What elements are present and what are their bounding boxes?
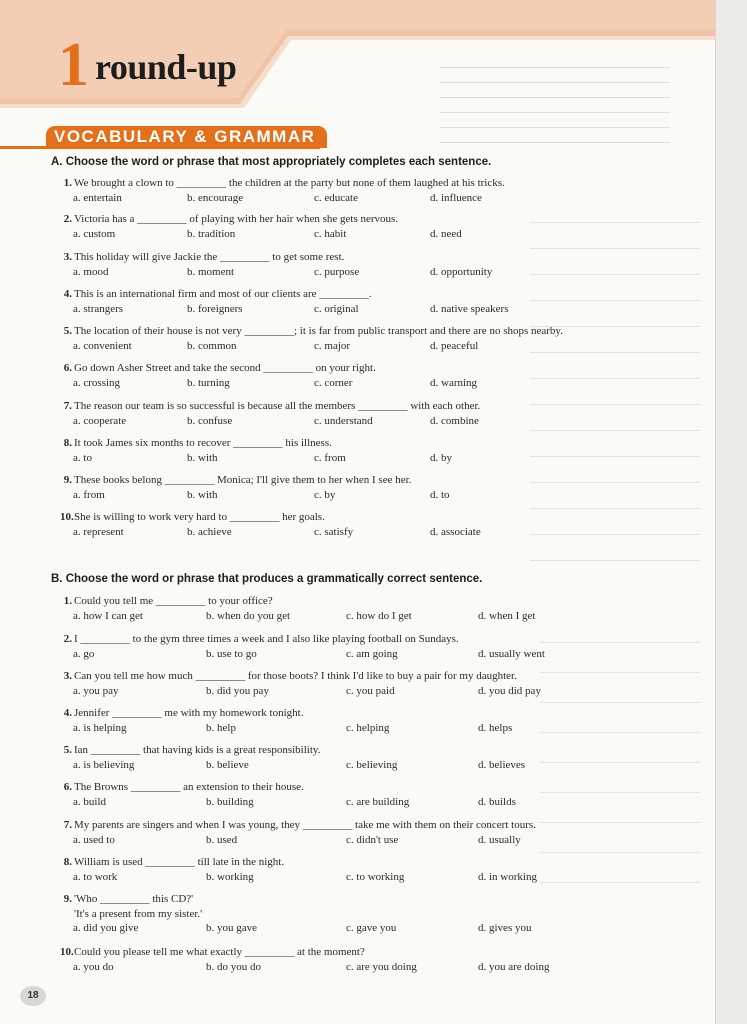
question-6 (60, 780, 700, 810)
question-stem (60, 892, 700, 907)
option-b[interactable]: b. working (206, 870, 254, 883)
question-7 (60, 399, 700, 429)
option-b[interactable]: b. moment (187, 265, 235, 278)
question-stem (60, 399, 700, 414)
question-number: 2. (63, 633, 72, 645)
question-5 (60, 324, 700, 354)
option-c[interactable]: c. are you doing (346, 960, 417, 973)
option-b[interactable]: b. confuse (187, 414, 233, 427)
question-number: 3. (63, 251, 72, 263)
option-d[interactable]: d. you are doing (478, 960, 550, 973)
question-text: The reason our team is so successful is because all the members _________ with each other. (74, 400, 481, 412)
answer-options (60, 609, 700, 624)
option-a[interactable]: a. entertain (73, 191, 122, 204)
option-a[interactable]: a. custom (73, 227, 116, 240)
option-a[interactable]: a. cooperate (73, 414, 127, 427)
option-a[interactable]: a. used to (73, 833, 115, 846)
option-d[interactable]: d. opportunity (430, 265, 493, 278)
option-a[interactable]: a. did you give (73, 922, 139, 934)
option-b[interactable]: b. when do you get (206, 609, 291, 622)
answer-options (60, 265, 700, 280)
answer-options (60, 833, 700, 848)
answer-options (60, 721, 700, 736)
question-2 (60, 632, 700, 662)
option-a[interactable]: a. represent (73, 525, 124, 538)
question-5 (60, 743, 700, 773)
option-d[interactable]: d. to (430, 488, 450, 501)
question-stem (60, 473, 700, 488)
question-stem (60, 743, 700, 758)
option-b[interactable]: b. you gave (206, 922, 258, 934)
question-text: These books belong _________ Monica; I'll give them to her when I see her. (74, 474, 412, 486)
answer-options (60, 758, 700, 773)
option-a[interactable]: a. you pay (73, 684, 119, 697)
option-c[interactable]: c. habit (314, 227, 347, 240)
option-a[interactable]: a. from (73, 488, 105, 501)
option-c[interactable]: c. believing (346, 758, 398, 771)
question-7 (60, 818, 700, 848)
answer-options (60, 488, 700, 503)
question-number: 10. (60, 511, 74, 523)
question-8 (60, 436, 700, 466)
answer-options (60, 376, 700, 391)
option-c[interactable]: c. to working (346, 870, 405, 883)
question-stem (60, 594, 700, 609)
option-c[interactable]: c. gave you (346, 922, 397, 934)
option-c[interactable]: c. understand (314, 414, 373, 427)
question-stem (60, 287, 700, 302)
option-d[interactable]: d. usually went (478, 647, 545, 660)
question-text: Could you tell me _________ to your office? (74, 595, 273, 607)
question-stem (60, 212, 700, 227)
option-a[interactable]: a. go (73, 647, 95, 660)
option-c[interactable]: c. didn't use (346, 833, 399, 846)
option-d[interactable]: d. believes (478, 758, 526, 771)
option-c[interactable]: c. by (314, 488, 336, 501)
page-number: 18 (20, 986, 46, 1006)
option-c[interactable]: c. from (314, 451, 346, 464)
section-title: VOCABULARY & GRAMMAR (46, 126, 327, 148)
option-b[interactable]: b. do you do (206, 960, 261, 973)
answer-options (60, 921, 700, 936)
answer-options (60, 870, 700, 885)
question-text: Victoria has a _________ of playing with her hair when she gets nervous. (74, 213, 399, 225)
answer-options (60, 339, 700, 354)
option-c[interactable]: c. major (314, 339, 351, 352)
question-10 (60, 945, 700, 975)
option-d[interactable]: d. usually (478, 833, 521, 846)
question-number: 6. (63, 781, 72, 793)
question-text: My parents are singers and when I was young, they _________ take me with them on their concert tours. (74, 819, 536, 831)
question-number: 7. (63, 400, 72, 412)
unit-title-text: round-up (95, 47, 237, 87)
option-b[interactable]: b. did you pay (206, 684, 269, 697)
option-c[interactable]: c. helping (346, 721, 390, 734)
option-c[interactable]: c. purpose (314, 265, 360, 278)
part-b-instruction: B. Choose the word or phrase that produces a grammatically correct sentence. (51, 573, 483, 585)
question-stem (60, 855, 700, 870)
option-c[interactable]: c. am going (346, 647, 398, 660)
answer-options (60, 525, 700, 540)
question-text: Could you please tell me what exactly _________ at the moment? (74, 946, 365, 958)
question-1 (60, 594, 700, 624)
question-number: 7. (63, 819, 72, 831)
question-stem (60, 632, 700, 647)
question-number: 9. (63, 474, 72, 486)
question-1 (60, 176, 700, 206)
answer-options (60, 647, 700, 662)
option-d[interactable]: d. influence (430, 191, 482, 204)
question-stem (60, 818, 700, 833)
question-text: The Browns _________ an extension to their house. (74, 781, 304, 793)
option-c[interactable]: c. original (314, 302, 359, 315)
option-a[interactable]: a. how I can get (73, 609, 143, 622)
option-b[interactable]: b. common (187, 339, 237, 352)
option-a[interactable]: a. is helping (73, 721, 127, 734)
question-6 (60, 361, 700, 391)
answer-options (60, 302, 700, 317)
option-c[interactable]: c. are building (346, 795, 410, 808)
question-number: 1. (63, 177, 72, 189)
question-number: 5. (63, 325, 72, 337)
bleed-through-text (440, 56, 670, 146)
page-edge (715, 0, 747, 1024)
question-number: 1. (63, 595, 72, 607)
option-b[interactable]: b. help (206, 721, 236, 734)
question-number: 3. (63, 670, 72, 682)
question-3 (60, 250, 700, 280)
question-stem (60, 780, 700, 795)
question-stem (60, 706, 700, 721)
option-a[interactable]: a. crossing (73, 376, 121, 389)
question-number: 4. (63, 707, 72, 719)
question-4 (60, 287, 700, 317)
question-9 (60, 892, 700, 936)
question-stem (60, 436, 700, 451)
option-a[interactable]: a. convenient (73, 339, 132, 352)
option-d[interactable]: d. you did pay (478, 684, 541, 697)
option-d[interactable]: d. gives you (478, 922, 532, 934)
question-8 (60, 855, 700, 885)
option-a[interactable]: a. to work (73, 870, 118, 883)
option-d[interactable]: d. helps (478, 721, 513, 734)
question-text: Jennifer _________ me with my homework tonight. (74, 707, 304, 719)
answer-options (60, 191, 700, 206)
option-b[interactable]: b. tradition (187, 227, 236, 240)
option-a[interactable]: a. mood (73, 265, 109, 278)
question-9 (60, 473, 700, 503)
option-c[interactable]: c. corner (314, 376, 353, 389)
question-text: We brought a clown to _________ the children at the party but none of them laughed at his tricks. (74, 177, 505, 189)
part-a-instruction: A. Choose the word or phrase that most appropriately completes each sentence. (51, 156, 492, 168)
answer-options (60, 227, 700, 242)
option-d[interactable]: d. warning (430, 376, 478, 389)
question-number: 2. (63, 213, 72, 225)
option-a[interactable]: a. to (73, 451, 92, 464)
option-b[interactable]: b. believe (206, 758, 249, 771)
question-number: 6. (63, 362, 72, 374)
question-text: It took James six months to recover _________ his illness. (74, 437, 332, 449)
question-text: Go down Asher Street and take the second _________ on your right. (74, 362, 376, 374)
question-stem (60, 176, 700, 191)
option-b[interactable]: b. achieve (187, 525, 232, 538)
option-c[interactable]: c. satisfy (314, 525, 354, 538)
question-stem (60, 945, 700, 960)
question-number: 10. (60, 946, 74, 958)
question-stem (60, 669, 700, 684)
question-stem (60, 324, 700, 339)
question-text: Can you tell me how much _________ for those boots? I think I'd like to buy a pair for my daughter. (74, 670, 517, 682)
option-d[interactable]: d. builds (478, 795, 516, 808)
question-number: 9. (63, 893, 72, 905)
question-3 (60, 669, 700, 699)
option-d[interactable]: d. combine (430, 414, 479, 427)
question-number: 8. (63, 437, 72, 449)
option-b[interactable]: b. encourage (187, 191, 244, 204)
question-number: 4. (63, 288, 72, 300)
option-d[interactable]: d. by (430, 451, 452, 464)
option-a[interactable]: a. strangers (73, 302, 124, 315)
question-text: This holiday will give Jackie the _________ to get some rest. (74, 251, 345, 263)
option-a[interactable]: a. build (73, 795, 106, 808)
answer-options (60, 960, 700, 975)
option-b[interactable]: b. with (187, 488, 218, 501)
question-text: The location of their house is not very _________; it is far from public transport and there are no shops nearby. (74, 325, 563, 337)
answer-options (60, 684, 700, 699)
option-c[interactable]: c. educate (314, 191, 358, 204)
option-b[interactable]: b. building (206, 795, 254, 808)
question-text: She is willing to work very hard to _________ her goals. (74, 511, 325, 523)
option-b[interactable]: b. with (187, 451, 218, 464)
answer-options (60, 795, 700, 810)
question-stem (60, 250, 700, 265)
option-b[interactable]: b. used (206, 833, 238, 846)
answer-options (60, 451, 700, 466)
question-2 (60, 212, 700, 242)
option-d[interactable]: d. need (430, 227, 462, 240)
question-text: I _________ to the gym three times a week and I also like playing football on Sundays. (74, 633, 459, 645)
question-stem (60, 361, 700, 376)
option-d[interactable]: d. peaceful (430, 339, 479, 352)
option-b[interactable]: b. turning (187, 376, 230, 389)
question-10 (60, 510, 700, 540)
unit-number: 1 (58, 31, 89, 99)
option-d[interactable]: d. associate (430, 525, 481, 538)
question-number: 8. (63, 856, 72, 868)
option-a[interactable]: a. you do (73, 960, 114, 973)
unit-title (58, 30, 236, 101)
option-b[interactable]: b. use to go (206, 647, 257, 660)
question-text: Ian _________ that having kids is a great responsibility. (74, 744, 321, 756)
option-d[interactable]: d. when I get (478, 609, 536, 622)
option-c[interactable]: c. you paid (346, 684, 395, 697)
question-text: This is an international firm and most of our clients are _________. (74, 288, 372, 300)
question-number: 5. (63, 744, 72, 756)
question-stem (60, 510, 700, 525)
option-b[interactable]: b. foreigners (187, 302, 243, 315)
option-a[interactable]: a. is believing (73, 758, 135, 771)
question-reply-text: 'It's a present from my sister.' (74, 907, 203, 920)
answer-options (60, 414, 700, 429)
question-4 (60, 706, 700, 736)
option-c[interactable]: c. how do I get (346, 609, 412, 622)
option-d[interactable]: d. in working (478, 870, 537, 883)
question-text: William is used _________ till late in the night. (74, 856, 285, 868)
question-text: 'Who _________ this CD?' (74, 893, 194, 905)
option-d[interactable]: d. native speakers (430, 302, 509, 315)
